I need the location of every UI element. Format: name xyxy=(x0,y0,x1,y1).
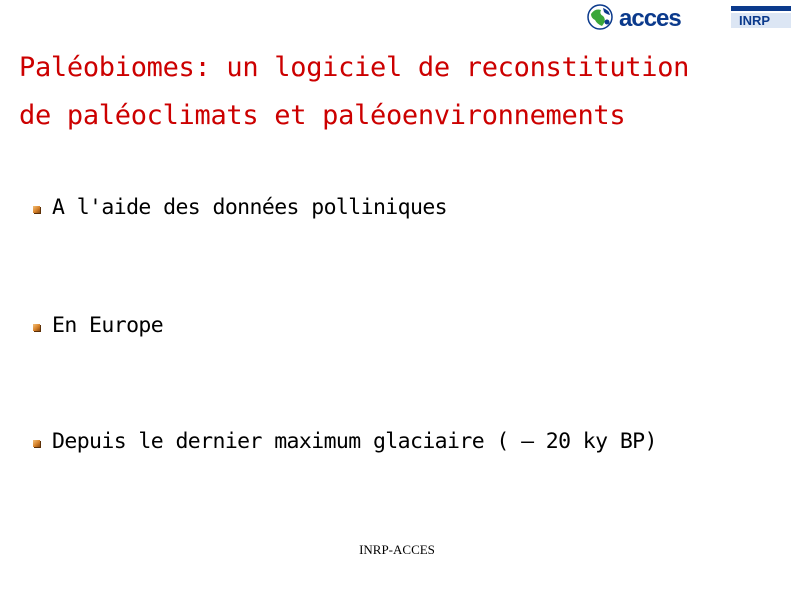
slide-title xyxy=(19,44,779,140)
bullet-text: Depuis le dernier maximum glaciaire ( – 20 ky BP) xyxy=(52,429,657,454)
acces-logo xyxy=(585,2,715,32)
bullet-square-icon xyxy=(33,206,40,213)
bullet-item xyxy=(33,313,163,338)
bullet-item xyxy=(33,429,657,454)
slide-title-line-2: de paléoclimats et paléoenvironnements xyxy=(19,100,626,131)
slide-footer: INRP-ACCES xyxy=(359,542,435,557)
inrp-wordmark: INRP xyxy=(739,13,771,28)
bullet-text: En Europe xyxy=(52,313,164,338)
bullet-item xyxy=(33,195,447,220)
bullet-square-icon xyxy=(33,440,40,447)
header-logos xyxy=(585,0,794,36)
bullet-square-icon xyxy=(33,324,40,331)
slide-title-line-1: Paléobiomes: un logiciel de reconstitution xyxy=(19,52,690,83)
bullet-text: A l'aide des données polliniques xyxy=(52,195,448,220)
acces-wordmark: acces xyxy=(619,5,681,32)
inrp-logo xyxy=(731,4,791,30)
